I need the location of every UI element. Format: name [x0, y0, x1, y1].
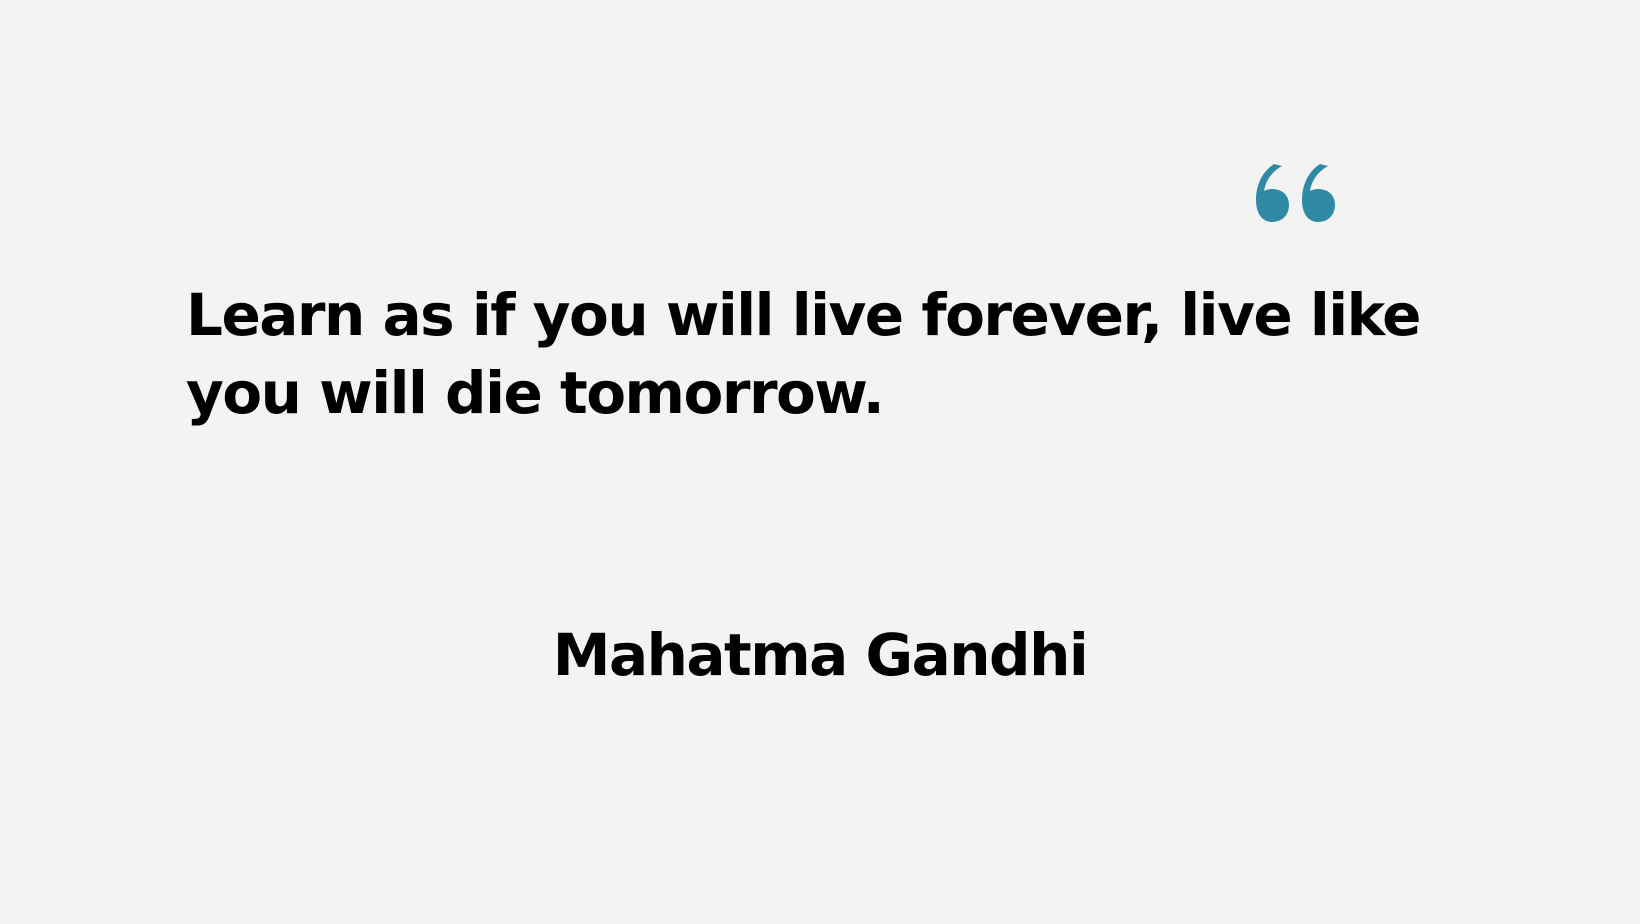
quote-text: Learn as if you will live forever, live like you will die tomorrow.	[186, 281, 1421, 427]
quote-icon	[1252, 160, 1338, 228]
quote-author: Mahatma Gandhi	[552, 621, 1088, 689]
